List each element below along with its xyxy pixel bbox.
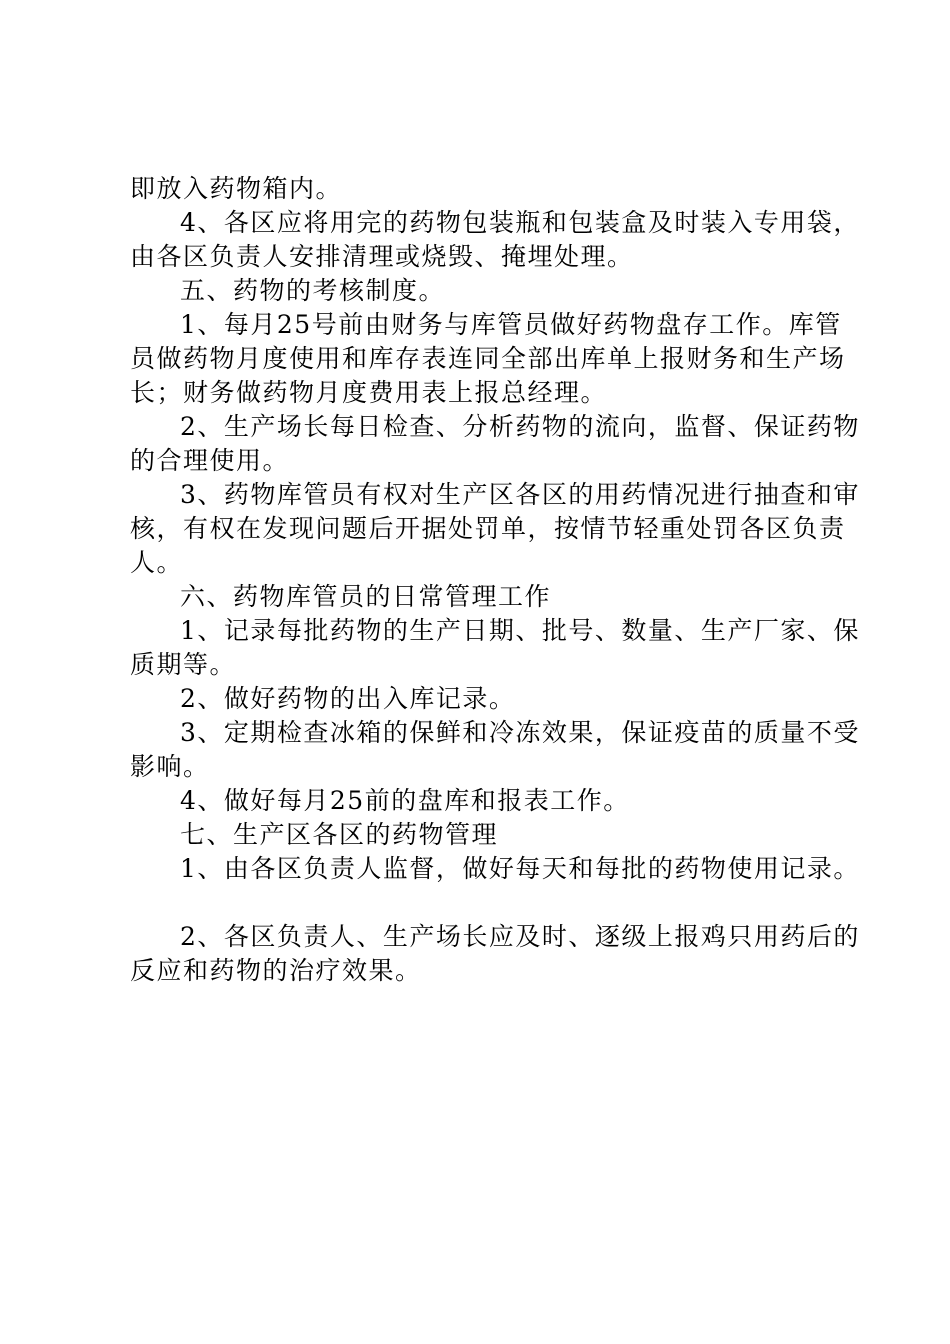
text-line-19: 4、做好每月25前的盘库和报表工作。 (180, 786, 630, 815)
text-line-23: 2、各区负责人、生产场长应及时、逐级上报鸡只用药后的 (180, 922, 860, 951)
text-line-5: 1、每月25号前由财务与库管员做好药物盘存工作。库管 (180, 310, 842, 339)
document-body (130, 172, 860, 988)
text-line-8: 2、生产场长每日检查、分析药物的流向，监督、保证药物 (180, 412, 860, 441)
blank-line (130, 886, 830, 920)
text-line-7: 长；财务做药物月度费用表上报总经理。 (130, 378, 608, 407)
text-line-1: 即放入药物箱内。 (130, 174, 343, 203)
section-heading-7: 七、生产区各区的药物管理 (180, 820, 499, 849)
text-line-10: 3、药物库管员有权对生产区各区的用药情况进行抽查和审 (180, 480, 860, 509)
text-line-12: 人。 (130, 548, 184, 577)
text-line-18: 影响。 (130, 752, 210, 781)
text-line-2: 4、各区应将用完的药物包装瓶和包装盒及时装入专用袋， (180, 208, 860, 237)
section-heading-5: 五、药物的考核制度。 (180, 276, 446, 305)
section-heading-6: 六、药物库管员的日常管理工作 (180, 582, 552, 611)
text-line-16: 2、做好药物的出入库记录。 (180, 684, 516, 713)
text-line-17: 3、定期检查冰箱的保鲜和冷冻效果，保证疫苗的质量不受 (180, 718, 860, 747)
text-line-15: 质期等。 (130, 650, 237, 679)
text-line-6: 员做药物月度使用和库存表连同全部出库单上报财务和生产场 (130, 344, 846, 373)
text-line-24: 反应和药物的治疗效果。 (130, 956, 422, 985)
text-line-9: 的合理使用。 (130, 446, 290, 475)
text-line-14: 1、记录每批药物的生产日期、批号、数量、生产厂家、保 (180, 616, 860, 645)
text-line-21: 1、由各区负责人监督，做好每天和每批的药物使用记录。 (180, 854, 860, 883)
text-line-3: 由各区负责人安排清理或烧毁、掩埋处理。 (130, 242, 634, 271)
text-line-11: 核，有权在发现问题后开据处罚单，按情节轻重处罚各区负责 (130, 514, 846, 543)
